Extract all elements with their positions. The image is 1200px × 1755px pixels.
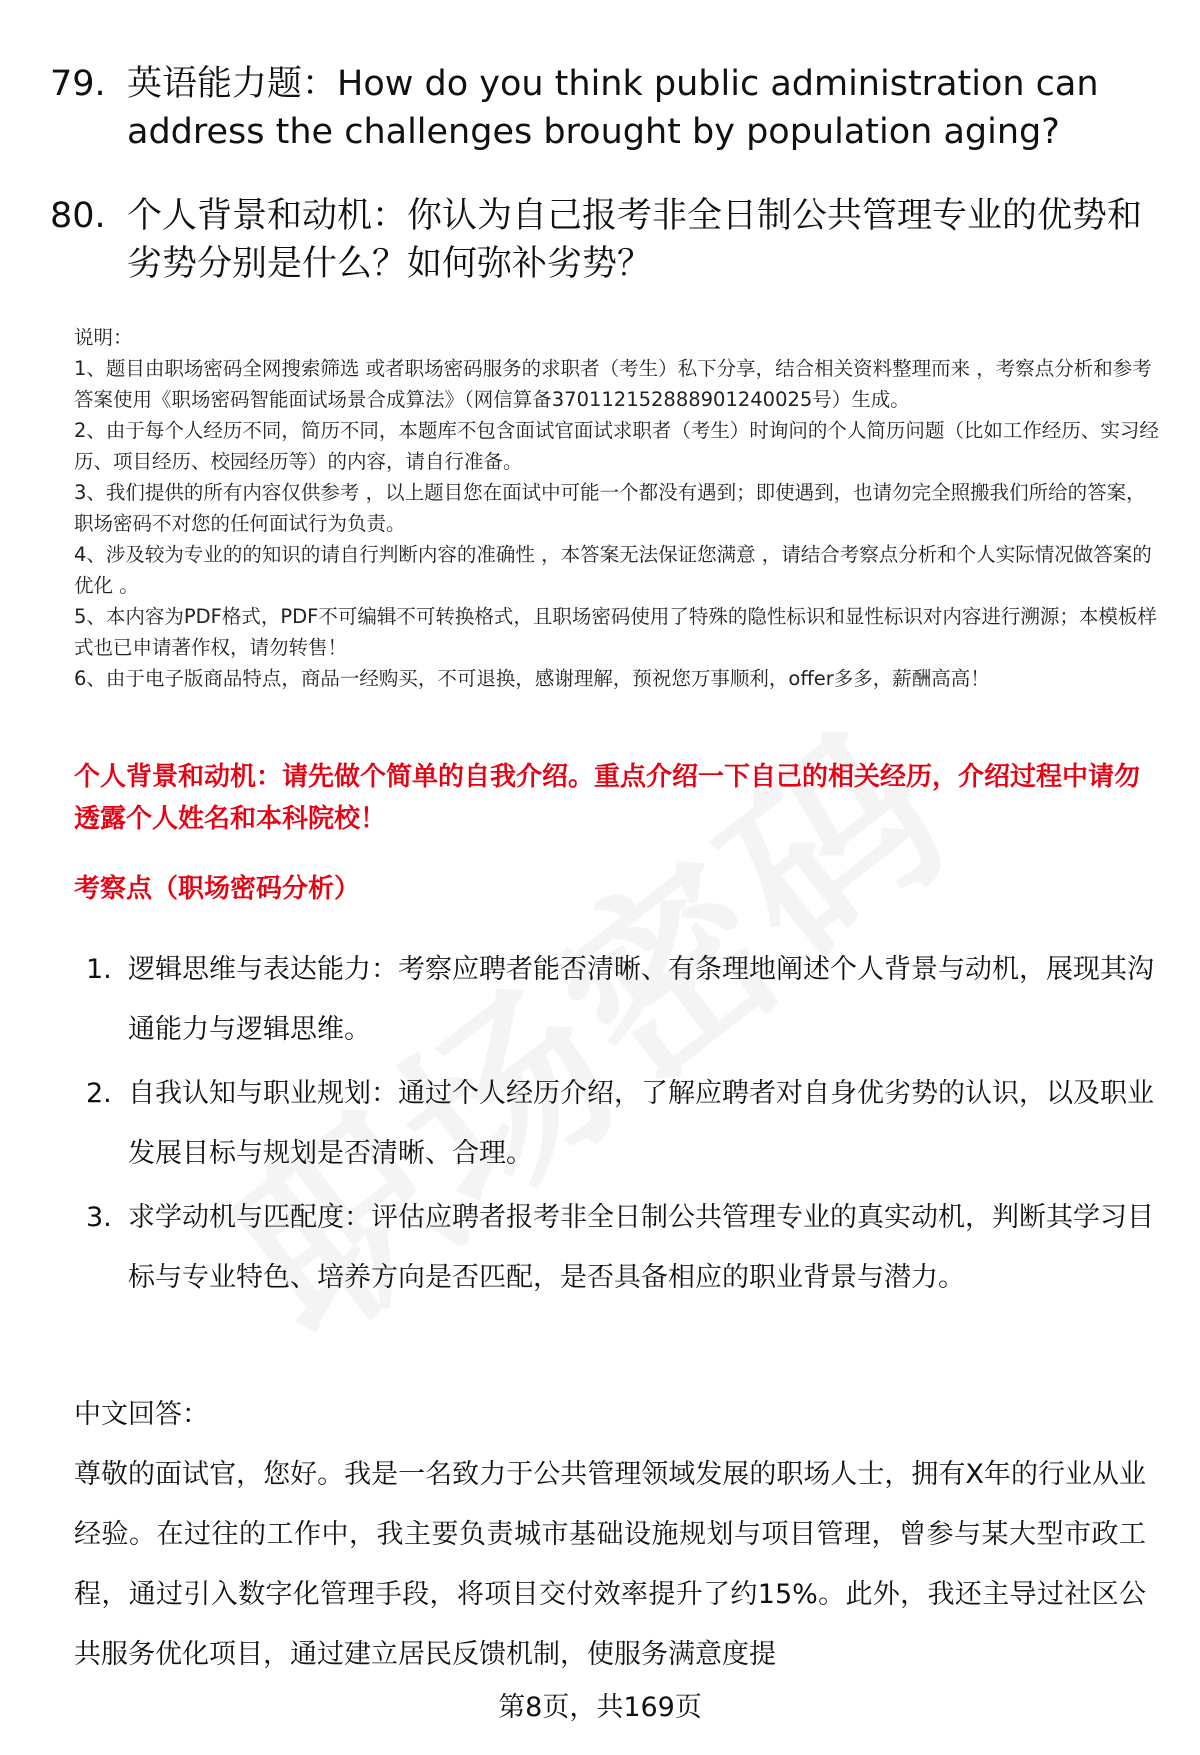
note-item: 3、我们提供的所有内容仅供参考 ，以上题目您在面试中可能一个都没有遇到；即使遇到，也请勿完全照搬我们所给的答案，职场密码不对您的任何面试行为负责。 bbox=[74, 481, 1146, 535]
answer-text: 尊敬的面试官，您好。我是一名致力于公共管理领域发展的职场人士，拥有X年的行业从业经验。在过往的工作中，我主要负责城市基础设施规划与项目管理，曾参与某大型市政工程，通过引入数字化管理手段，将项目交付效率提升了约15%。此外，我还主导过社区公共服务优化项目，通过建立居民反馈机制，使服务满意度提 bbox=[74, 1459, 1146, 1670]
analysis-points bbox=[74, 940, 1164, 1312]
point-text: 求学动机与匹配度：评估应聘者报考非全日制公共管理专业的真实动机，判断其学习目标与专业特色、培养方向是否匹配，是否具备相应的职业背景与潜力。 bbox=[128, 1202, 1154, 1293]
point-number: 1. bbox=[86, 954, 112, 985]
point-text: 自我认知与职业规划：通过个人经历介绍，了解应聘者对自身优劣势的认识，以及职业发展目标与规划是否清晰、合理。 bbox=[128, 1078, 1154, 1169]
note-item: 5、本内容为PDF格式，PDF不可编辑不可转换格式，且职场密码使用了特殊的隐性标识和显性标识对内容进行溯源；本模板样式也已申请著作权，请勿转售！ bbox=[74, 605, 1157, 659]
question-80 bbox=[50, 192, 1160, 288]
note-item: 2、由于每个人经历不同，简历不同，本题库不包含面试官面试求职者（考生）时询问的个人简历问题（比如工作经历、实习经历、项目经历、校园经历等）的内容，请自行准备。 bbox=[74, 419, 1159, 473]
note-item: 1、题目由职场密码全网搜索筛选 或者职场密码服务的求职者（考生）私下分享，结合相关资料整理而来 ，考察点分析和参考答案使用《职场密码智能面试场景合成算法》（网信算备370112152888901240025号）生成。 bbox=[74, 357, 1152, 411]
question-text: 个人背景和动机：你认为自己报考非全日制公共管理专业的优势和劣势分别是什么？如何弥补劣势？ bbox=[127, 196, 1143, 284]
analysis-point bbox=[74, 1064, 1164, 1184]
note-item: 4、涉及较为专业的的知识的请自行判断内容的准确性 ，本答案无法保证您满意 ，请结合考察点分析和个人实际情况做答案的优化 。 bbox=[74, 543, 1152, 597]
question-text: 英语能力题：How do you think public administration can address the challenges brought by population aging? bbox=[127, 64, 1099, 152]
question-number: 79. bbox=[50, 64, 106, 104]
point-number: 3. bbox=[86, 1202, 112, 1233]
analysis-point bbox=[74, 1188, 1164, 1308]
point-text: 逻辑思维与表达能力：考察应聘者能否清晰、有条理地阐述个人背景与动机，展现其沟通能力与逻辑思维。 bbox=[128, 954, 1154, 1045]
notes-title: 说明： bbox=[74, 326, 133, 349]
analysis-title: 考察点（职场密码分析） bbox=[74, 874, 361, 904]
analysis-point bbox=[74, 940, 1164, 1060]
question-number: 80. bbox=[50, 196, 106, 236]
notes-section bbox=[74, 322, 1164, 694]
answer-label: 中文回答： bbox=[74, 1399, 209, 1430]
page-footer: 第8页，共169页 bbox=[498, 1692, 702, 1723]
question-79 bbox=[50, 60, 1160, 156]
point-number: 2. bbox=[86, 1078, 112, 1109]
note-item: 6、由于电子版商品特点，商品一经购买，不可退换，感谢理解，预祝您万事顺利，offer多多，薪酬高高！ bbox=[74, 667, 990, 690]
current-question-title: 个人背景和动机：请先做个简单的自我介绍。重点介绍一下自己的相关经历，介绍过程中请勿透露个人姓名和本科院校！ bbox=[74, 762, 1141, 834]
